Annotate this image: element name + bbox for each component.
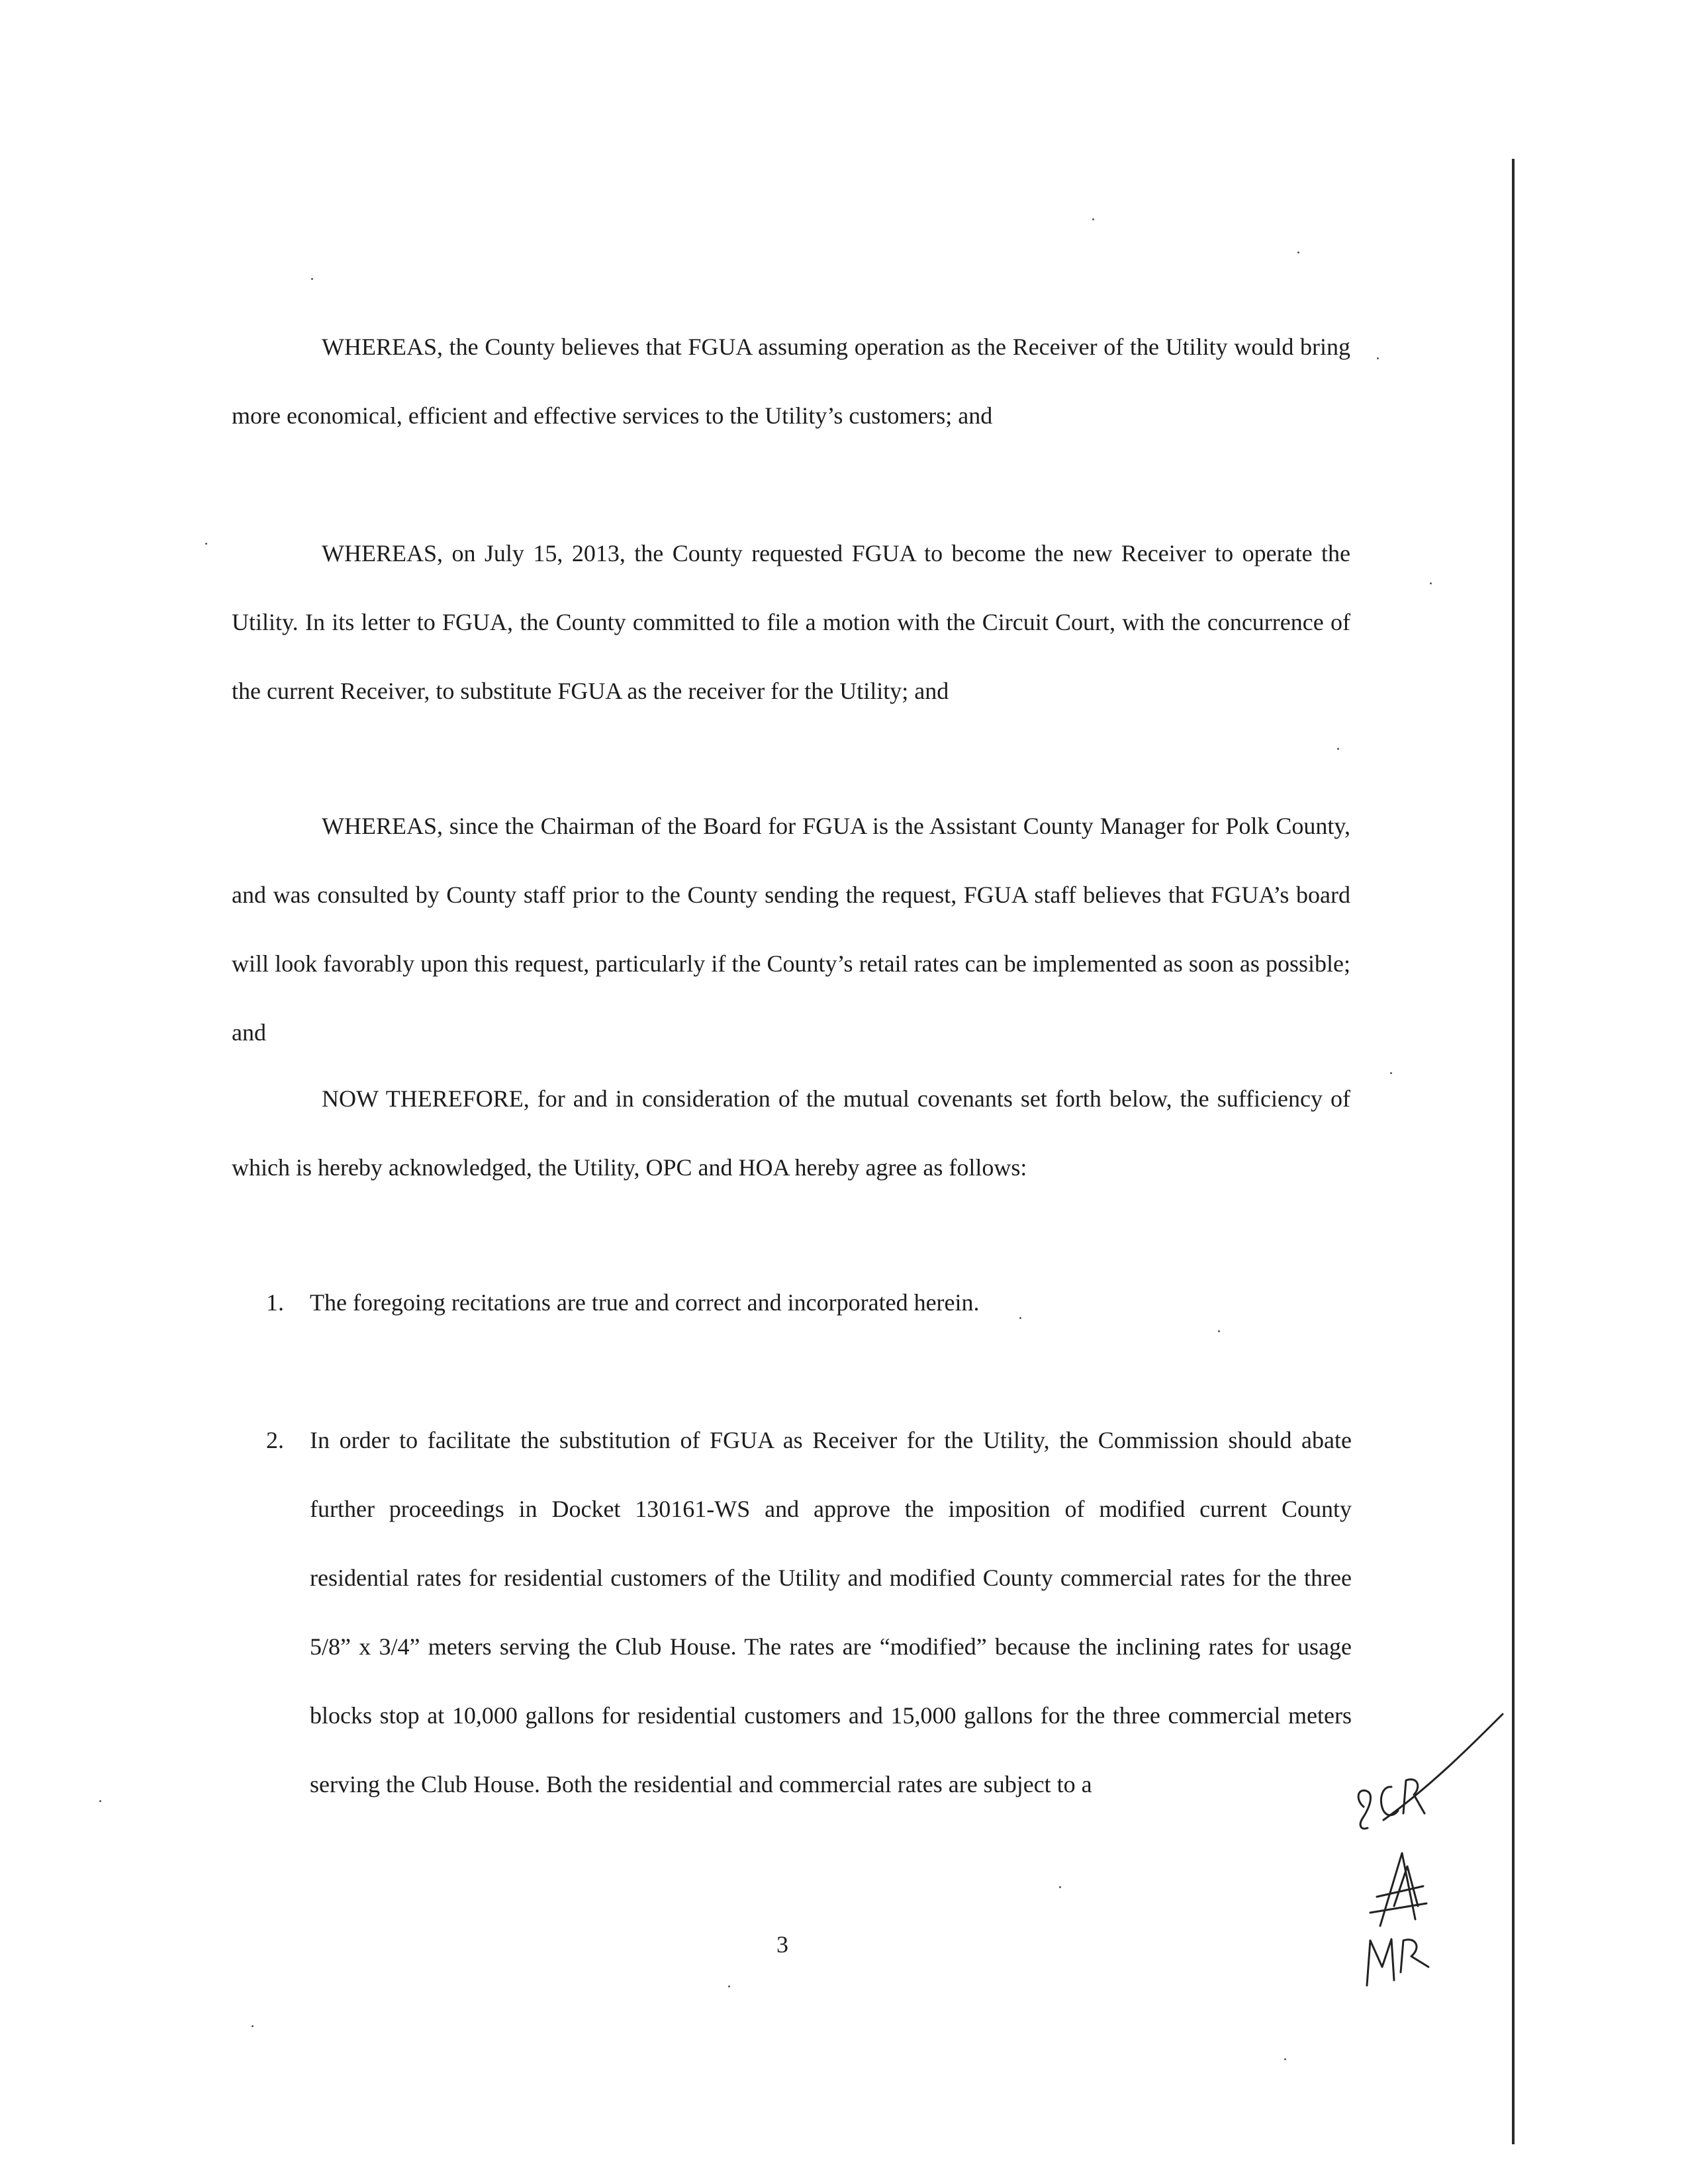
scan-speck <box>1059 1886 1061 1888</box>
scan-speck <box>1430 582 1432 584</box>
whereas-paragraph-2: WHEREAS, on July 15, 2013, the County requested FGUA to become the new Receiver to operate the Utility. In its letter to FGUA, the County committed to file a motion with the Circuit Court, with the concurrence of the current Receiver, to substitute FGUA as the receiver for the Utility; and <box>232 540 1350 704</box>
scan-speck <box>205 543 207 545</box>
scan-speck <box>1284 2058 1286 2060</box>
scan-speck <box>99 1800 101 1802</box>
item-text: In order to facilitate the substitution of FGUA as Receiver for the Utility, the Commission should abate further proceedings in Docket 130161-WS and approve the imposition of modified current County residential rates for residential customers of the Utility and modified County commercial rates for the three 5/8” x 3/4” meters serving the Club House. The rates are “modified” because the inclining rates for usage blocks stop at 10,000 gallons for residential customers and 15,000 gallons for the three commercial meters serving the Club House. Both the residential and commercial rates are subject to a <box>310 1427 1352 1797</box>
scan-speck <box>1218 1330 1220 1332</box>
scan-speck <box>1377 357 1379 359</box>
scan-speck <box>728 1985 730 1987</box>
item-number: 1. <box>266 1289 284 1316</box>
scan-speck <box>1019 1317 1021 1319</box>
page-number: 3 <box>776 1931 788 1958</box>
item-text: The foregoing recitations are true and correct and incorporated herein. <box>310 1289 980 1316</box>
scan-speck <box>1337 748 1339 750</box>
scan-speck <box>252 2025 254 2027</box>
scan-speck <box>1297 251 1299 253</box>
handwritten-initials <box>1350 1707 1509 2078</box>
scan-speck <box>1390 1072 1392 1074</box>
whereas-paragraph-3: WHEREAS, since the Chairman of the Board for FGUA is the Assistant County Manager for Polk County, and was consulted by County staff prior to the County sending the request, FGUA staff believes that FGUA’s board will look favorably upon this request, particularly if the County’s retail rates can be implemented as soon as possible; and <box>232 813 1350 1046</box>
scan-speck <box>311 278 313 280</box>
margin-rule <box>1512 159 1515 2144</box>
scan-speck <box>1092 218 1094 220</box>
item-number: 2. <box>266 1427 284 1453</box>
whereas-paragraph-1: WHEREAS, the County believes that FGUA assuming operation as the Receiver of the Utility would bring more economical, efficient and effective services to the Utility’s customers; and <box>232 334 1350 429</box>
now-therefore-paragraph: NOW THEREFORE, for and in consideration of the mutual covenants set forth below, the sufficiency of which is hereby acknowledged, the Utility, OPC and HOA hereby agree as follows: <box>232 1085 1350 1181</box>
